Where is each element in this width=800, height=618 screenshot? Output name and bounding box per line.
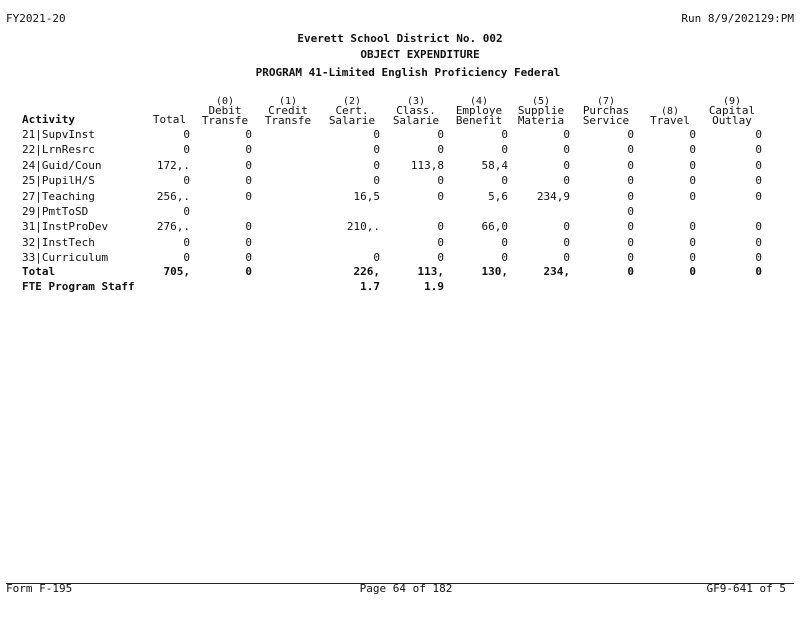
row-cell: 0 xyxy=(755,143,762,156)
row-cell: 0 xyxy=(755,220,762,233)
row-cell: 0 xyxy=(627,190,634,203)
col-cert-num: (2) xyxy=(342,96,362,107)
row-activity: 24|Guid/Coun xyxy=(22,159,102,172)
row-cell: 0 xyxy=(373,128,380,141)
row-cell: 130, xyxy=(481,265,508,278)
col-credit-l1: Credit xyxy=(268,104,308,117)
row-total: 172,. xyxy=(156,159,190,172)
col-class-num: (3) xyxy=(406,96,426,107)
row-cell: 0 xyxy=(755,236,762,249)
col-supplies-l2: Materia xyxy=(517,114,565,127)
row-cell: 0 xyxy=(689,251,696,264)
row-cell: 0 xyxy=(627,236,634,249)
row-cell: 5,6 xyxy=(488,190,508,203)
row-cell: 0 xyxy=(245,265,252,278)
row-cell: 1.7 xyxy=(360,280,380,293)
row-cell: 0 xyxy=(755,251,762,264)
row-cell: 0 xyxy=(501,143,508,156)
row-activity: 25|PupilH/S xyxy=(22,174,95,187)
col-capital-num: (9) xyxy=(722,96,742,107)
row-cell: 0 xyxy=(373,159,380,172)
row-activity: 33|Curriculum xyxy=(22,251,109,264)
col-debit-l2: Transfe xyxy=(201,114,249,127)
row-cell: 0 xyxy=(755,128,762,141)
row-cell: 0 xyxy=(501,128,508,141)
col-cert-l1: Cert. xyxy=(335,104,369,117)
row-cell: 0 xyxy=(245,143,252,156)
row-activity: FTE Program Staff xyxy=(22,280,135,293)
row-cell: 0 xyxy=(689,174,696,187)
program-title: PROGRAM 41-Limited English Proficiency Federal xyxy=(255,66,561,79)
row-cell: 0 xyxy=(627,159,634,172)
row-cell: 0 xyxy=(437,220,444,233)
row-total: 705, xyxy=(163,265,190,278)
row-cell: 16,5 xyxy=(353,190,380,203)
row-cell: 0 xyxy=(245,251,252,264)
row-cell: 0 xyxy=(689,159,696,172)
col-benefit-l2: Benefit xyxy=(455,114,503,127)
row-cell: 210,. xyxy=(346,220,380,233)
row-cell: 0 xyxy=(501,174,508,187)
run-timestamp: Run 8/9/202129:PM xyxy=(681,12,794,25)
col-benefit-num: (4) xyxy=(469,96,489,107)
col-supplies-num: (5) xyxy=(531,96,551,107)
col-class-l1: Class. xyxy=(396,104,436,117)
row-total: 0 xyxy=(183,236,190,249)
row-cell: 0 xyxy=(437,143,444,156)
row-total: 0 xyxy=(183,205,190,218)
col-purchased-l2: Service xyxy=(582,114,630,127)
row-cell: 0 xyxy=(437,128,444,141)
row-cell: 0 xyxy=(689,143,696,156)
row-total: 276,. xyxy=(156,220,190,233)
row-cell: 0 xyxy=(563,251,570,264)
col-travel-num: (8) xyxy=(660,106,680,117)
row-cell: 0 xyxy=(689,220,696,233)
row-cell: 0 xyxy=(627,143,634,156)
col-capital-l1: Capital xyxy=(708,104,756,117)
row-cell: 234,9 xyxy=(536,190,570,203)
col-benefit-l1: Employe xyxy=(455,104,503,117)
col-total: Total xyxy=(152,113,186,126)
row-cell: 0 xyxy=(563,174,570,187)
report-title: OBJECT EXPENDITURE xyxy=(360,48,480,61)
row-cell: 0 xyxy=(627,265,634,278)
row-cell: 0 xyxy=(755,159,762,172)
page-number: Page 64 of 182 xyxy=(359,582,453,595)
col-travel-l2: Travel xyxy=(650,114,690,127)
row-cell: 0 xyxy=(245,128,252,141)
col-credit-num: (1) xyxy=(278,96,298,107)
col-debit-num: (0) xyxy=(215,96,235,107)
row-cell: 0 xyxy=(373,143,380,156)
row-activity: 21|SupvInst xyxy=(22,128,95,141)
row-cell: 0 xyxy=(627,128,634,141)
row-cell: 66,0 xyxy=(481,220,508,233)
row-cell: 234, xyxy=(543,265,570,278)
row-cell: 0 xyxy=(373,251,380,264)
row-activity: 31|InstProDev xyxy=(22,220,109,233)
row-total: 0 xyxy=(183,128,190,141)
row-cell: 0 xyxy=(689,190,696,203)
col-supplies-l1: Supplie xyxy=(517,104,565,117)
col-purchased-l1: Purchas xyxy=(582,104,630,117)
row-cell: 0 xyxy=(437,251,444,264)
col-cert-l2: Salarie xyxy=(328,114,376,127)
row-cell: 0 xyxy=(627,205,634,218)
district-title: Everett School District No. 002 xyxy=(297,32,503,45)
row-activity: Total xyxy=(22,265,56,278)
row-cell: 0 xyxy=(563,143,570,156)
row-cell: 0 xyxy=(373,174,380,187)
row-total: 0 xyxy=(183,174,190,187)
row-cell: 0 xyxy=(501,236,508,249)
row-cell: 0 xyxy=(689,265,696,278)
row-cell: 58,4 xyxy=(481,159,508,172)
row-cell: 0 xyxy=(755,174,762,187)
row-cell: 0 xyxy=(627,174,634,187)
row-cell: 0 xyxy=(437,236,444,249)
row-cell: 113, xyxy=(417,265,444,278)
row-cell: 226, xyxy=(353,265,380,278)
report-code: GF9-641 of 5 xyxy=(706,582,786,595)
form-number: Form F-195 xyxy=(6,582,73,595)
row-total: 0 xyxy=(183,143,190,156)
row-cell: 0 xyxy=(245,190,252,203)
row-cell: 0 xyxy=(501,251,508,264)
row-cell: 0 xyxy=(755,190,762,203)
row-cell: 0 xyxy=(245,159,252,172)
row-activity: 29|PmtToSD xyxy=(22,205,89,218)
row-cell: 0 xyxy=(437,190,444,203)
row-cell: 0 xyxy=(755,265,762,278)
row-cell: 0 xyxy=(563,236,570,249)
col-debit-l1: Debit xyxy=(208,104,242,117)
row-cell: 0 xyxy=(627,251,634,264)
row-cell: 0 xyxy=(689,128,696,141)
col-activity: Activity xyxy=(22,113,75,126)
col-purchased-num: (7) xyxy=(596,96,616,107)
row-activity: 27|Teaching xyxy=(22,190,95,203)
row-activity: 32|InstTech xyxy=(22,236,95,249)
row-cell: 0 xyxy=(563,128,570,141)
row-cell: 0 xyxy=(627,220,634,233)
row-cell: 0 xyxy=(437,174,444,187)
row-cell: 1.9 xyxy=(424,280,444,293)
row-cell: 0 xyxy=(689,236,696,249)
row-total: 0 xyxy=(183,251,190,264)
col-class-l2: Salarie xyxy=(392,114,440,127)
row-activity: 22|LrnResrc xyxy=(22,143,95,156)
row-cell: 0 xyxy=(563,159,570,172)
row-cell: 0 xyxy=(245,220,252,233)
row-cell: 0 xyxy=(563,220,570,233)
fiscal-year: FY2021-20 xyxy=(6,12,66,25)
row-total: 256,. xyxy=(156,190,190,203)
row-cell: 113,8 xyxy=(410,159,444,172)
col-credit-l2: Transfe xyxy=(264,114,312,127)
col-capital-l2: Outlay xyxy=(712,114,752,127)
row-cell: 0 xyxy=(245,174,252,187)
row-cell: 0 xyxy=(245,236,252,249)
